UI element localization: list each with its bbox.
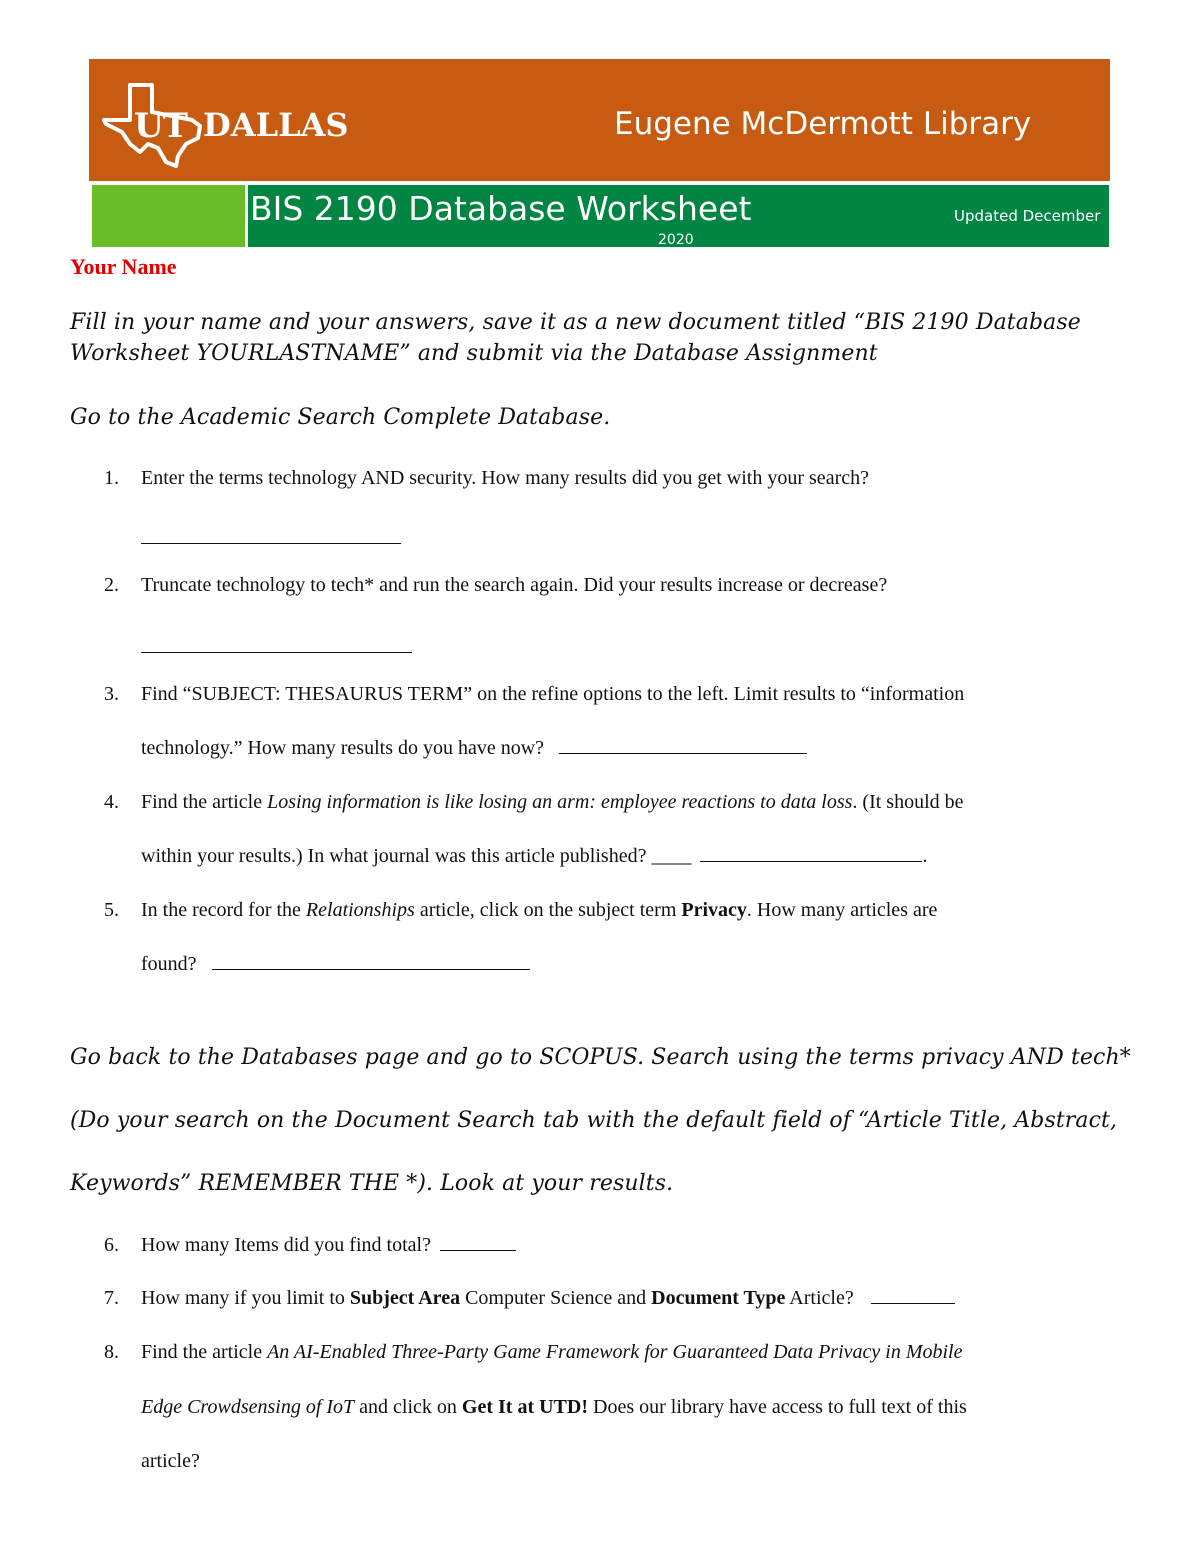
updated-label: Updated December — [954, 207, 1101, 225]
question-number: 7. — [104, 1287, 119, 1309]
question-number: 4. — [104, 791, 119, 813]
answer-blank-6[interactable] — [440, 1234, 516, 1251]
question-7-text — [141, 1287, 955, 1310]
library-name: Eugene McDermott Library — [614, 106, 1032, 142]
question-5-mid: article, click on the subject term — [414, 899, 682, 921]
question-8-text-line-1 — [141, 1341, 963, 1364]
section2-line-3: Keywords” REMEMBER THE *). Look at your results. — [70, 1171, 674, 1196]
question-8-text-line-2 — [141, 1396, 967, 1419]
question-7-mid: Computer Science and — [460, 1287, 652, 1309]
question-2-text: Truncate technology to tech* and run the search again. Did your results increase or decrease? — [141, 574, 888, 596]
question-6-line: How many Items did you find total? — [141, 1234, 431, 1256]
logo-ut-text: UT — [134, 106, 187, 146]
question-3-text-line-2 — [141, 737, 807, 760]
question-4-end: . — [922, 845, 928, 867]
article-title-relationships: Relationships — [305, 899, 415, 921]
question-5-pre: In the record for the — [141, 899, 306, 921]
subject-area-label: Subject Area — [349, 1287, 461, 1309]
article-title-losing-information: Losing information is like losing an arm: employee reactions to data loss — [267, 791, 853, 813]
answer-blank-1[interactable] — [141, 543, 401, 544]
question-4-text-line-2 — [141, 845, 927, 868]
intro-line-2: Worksheet YOURLASTNAME” and submit via the Database Assignment — [70, 341, 878, 366]
answer-blank-4b[interactable] — [700, 845, 922, 862]
question-3-line-2-text: technology.” How many results do you have now? — [141, 737, 545, 759]
logo-dallas-text: DALLAS — [203, 106, 349, 144]
question-4-text-line-1 — [141, 791, 964, 814]
worksheet-title: BIS 2190 Database Worksheet — [250, 189, 752, 228]
question-5-line-2-text: found? — [141, 953, 197, 975]
question-number: 6. — [104, 1234, 119, 1256]
subject-term-privacy: Privacy — [681, 899, 747, 921]
question-5-text-line-2 — [141, 953, 530, 976]
section2-line-1: Go back to the Databases page and go to SCOPUS. Search using the terms privacy AND tech* — [70, 1045, 1131, 1070]
section-heading-academic-search: Go to the Academic Search Complete Database. — [70, 405, 611, 430]
question-number: 8. — [104, 1341, 119, 1363]
question-5-text-line-1 — [141, 899, 937, 922]
question-number: 5. — [104, 899, 119, 921]
question-7-post: Article? — [785, 1287, 854, 1309]
section2-line-2: (Do your search on the Document Search tab with the default field of “Article Title, Abstract, — [70, 1108, 1118, 1133]
answer-blank-3[interactable] — [559, 737, 807, 754]
answer-blank-5[interactable] — [212, 953, 530, 970]
updated-year: 2020 — [658, 232, 694, 248]
answer-blank-4a[interactable]: ____ — [651, 845, 692, 867]
question-number: 1. — [104, 467, 119, 489]
your-name-field[interactable]: Your Name — [70, 254, 177, 279]
question-8-mid: and click on — [354, 1396, 462, 1418]
article-title-ai-enabled-line-1: An AI-Enabled Three-Party Game Framework for Guaranteed Data Privacy in Mobile — [267, 1341, 963, 1363]
question-8-post: Does our library have access to full text of this — [588, 1396, 967, 1418]
question-number: 2. — [104, 574, 119, 596]
question-5-post: . How many articles are — [746, 899, 938, 921]
question-8-text-line-3: article? — [141, 1450, 200, 1472]
get-it-at-utd-link[interactable]: Get It at UTD! — [461, 1396, 588, 1418]
question-4-post: . (It should be — [852, 791, 964, 813]
question-4-pre: Find the article — [141, 791, 268, 813]
article-title-ai-enabled-line-2: Edge Crowdsensing of IoT — [141, 1396, 355, 1418]
question-7-pre: How many if you limit to — [141, 1287, 350, 1309]
question-6-text — [141, 1234, 516, 1257]
document-type-label: Document Type — [651, 1287, 786, 1309]
answer-blank-2[interactable] — [141, 652, 412, 653]
answer-blank-7[interactable] — [871, 1287, 955, 1304]
header-accent-bar — [92, 185, 245, 247]
question-3-text-line-1: Find “SUBJECT: THESAURUS TERM” on the refine options to the left. Limit results to “information — [141, 683, 965, 705]
question-1-text: Enter the terms technology AND security. How many results did you get with your search? — [141, 467, 869, 489]
question-8-pre: Find the article — [141, 1341, 268, 1363]
question-4-line-2-text: within your results.) In what journal was this article published? — [141, 845, 647, 867]
intro-line-1: Fill in your name and your answers, save it as a new document titled “BIS 2190 Database — [70, 310, 1081, 335]
question-number: 3. — [104, 683, 119, 705]
